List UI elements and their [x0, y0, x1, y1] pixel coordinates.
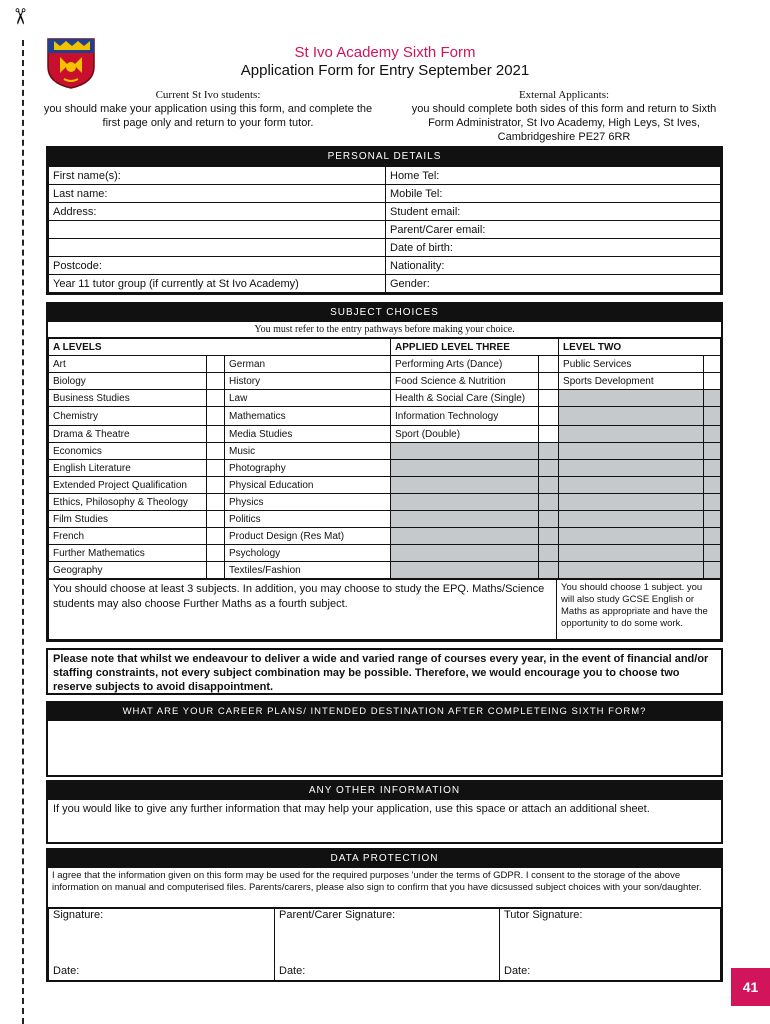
level-two-choice-box	[704, 477, 721, 494]
page-number: 41	[731, 968, 770, 1006]
subject-row	[49, 356, 721, 373]
applied-choice-box	[539, 494, 559, 511]
personal-details-row	[49, 167, 721, 185]
career-plans-field[interactable]	[48, 721, 721, 775]
level-two-empty	[559, 443, 704, 460]
subject-row	[49, 562, 721, 579]
a-level-subject: Business Studies	[49, 390, 207, 407]
a-level-choice-box[interactable]	[207, 356, 225, 373]
a-level-choice-box[interactable]	[207, 373, 225, 390]
a-level-subject: Film Studies	[49, 511, 207, 528]
a-level-choice-box[interactable]	[207, 426, 225, 443]
level-two-choice-box	[704, 494, 721, 511]
applied-empty	[391, 443, 539, 460]
tutor-signature-box[interactable]	[500, 909, 721, 981]
subject-row	[49, 460, 721, 477]
tutor-date-label: Date:	[504, 965, 531, 977]
level-two-empty	[559, 562, 704, 579]
student-signature-label: Signature:	[53, 909, 104, 921]
applied-choice-box	[539, 477, 559, 494]
applied-subject: Sport (Double)	[391, 426, 539, 443]
applied-subject: Health & Social Care (Single)	[391, 390, 539, 407]
career-plans-section	[46, 701, 723, 777]
a-level-choice-box[interactable]	[207, 407, 225, 426]
applied-empty	[391, 545, 539, 562]
a-level-subject: French	[49, 528, 207, 545]
parent-date-label: Date:	[279, 965, 306, 977]
personal-field-right[interactable]: Gender:	[386, 275, 721, 293]
intro-current-heading: Current St Ivo students:	[155, 89, 261, 101]
personal-field-right[interactable]: Home Tel:	[386, 167, 721, 185]
subject-row	[49, 494, 721, 511]
applied-level-three-header: APPLIED LEVEL THREE	[391, 339, 559, 356]
subject-choices-section	[46, 302, 723, 642]
subject-row	[49, 545, 721, 562]
other-information-section	[46, 780, 723, 844]
level-two-choice-box	[704, 528, 721, 545]
level-two-empty	[559, 407, 704, 426]
personal-details-row	[49, 185, 721, 203]
applied-choice-box	[539, 545, 559, 562]
personal-field-right[interactable]: Nationality:	[386, 257, 721, 275]
a-level-subject: Photography	[225, 460, 391, 477]
subject-choices-note: You must refer to the entry pathways before making your choice.	[48, 322, 721, 338]
reserve-subjects-warning: Please note that whilst we endeavour to deliver a wide and varied range of courses every year, in the event of financial and/or staffing constraints, not every subject combination may be possible. Therefore, we would encourage you to choose two reserve subjects to avoid disappointment.	[46, 648, 723, 695]
a-level-subject: Law	[225, 390, 391, 407]
level-two-choice-box	[704, 511, 721, 528]
a-level-subject: Physics	[225, 494, 391, 511]
student-date-label: Date:	[53, 965, 80, 977]
intro-external-heading: External Applicants:	[518, 89, 610, 101]
level-two-header: LEVEL TWO	[559, 339, 721, 356]
scissors-icon: ✂	[6, 7, 32, 26]
applied-choice-box[interactable]	[539, 373, 559, 390]
level-two-choice-box	[704, 390, 721, 407]
parent-signature-label: Parent/Carer Signature:	[279, 909, 396, 921]
subject-row	[49, 528, 721, 545]
applied-subject: Information Technology	[391, 407, 539, 426]
level-two-empty	[559, 426, 704, 443]
level-two-empty	[559, 545, 704, 562]
a-level-choice-box[interactable]	[207, 528, 225, 545]
a-level-subject: Geography	[49, 562, 207, 579]
a-level-subject: Further Mathematics	[49, 545, 207, 562]
intro-external-text: you should complete both sides of this form and return to Sixth Form Administrator, St Ivo Academy, High Leys, St Ives, Cambridgeshire PE27 6RR	[411, 103, 717, 143]
a-level-subject: Physical Education	[225, 477, 391, 494]
subject-row	[49, 426, 721, 443]
personal-details-row	[49, 239, 721, 257]
a-level-subject: Mathematics	[225, 407, 391, 426]
level-two-empty	[559, 511, 704, 528]
subject-row	[49, 477, 721, 494]
personal-field-left[interactable]: Address:	[49, 203, 386, 221]
other-information-text: If you would like to give any further information that may help your application, use this space or attach an additional sheet.	[53, 803, 650, 815]
data-protection-text: I agree that the information given on this form may be used for the required purposes 'under the terms of GDPR. I consent to the storage of the above information on manual and computerised files. Parents/carers, please also sign to confirm that you have dicsussed subject choices with your son/daughter.	[48, 868, 721, 908]
applied-choice-box	[539, 460, 559, 477]
tutor-signature-label: Tutor Signature:	[504, 909, 583, 921]
data-protection-title: DATA PROTECTION	[48, 850, 721, 868]
applied-empty	[391, 528, 539, 545]
personal-details-title: PERSONAL DETAILS	[48, 148, 721, 166]
personal-field-left[interactable]: Last name:	[49, 185, 386, 203]
a-level-choice-box[interactable]	[207, 545, 225, 562]
level-two-choice-box	[704, 407, 721, 426]
personal-details-row	[49, 275, 721, 293]
level-two-subject: Sports Development	[559, 373, 704, 390]
cut-line	[22, 40, 24, 1024]
level-two-choice-box	[704, 562, 721, 579]
other-information-title: ANY OTHER INFORMATION	[48, 782, 721, 800]
personal-field-left[interactable]: Postcode:	[49, 257, 386, 275]
subject-row	[49, 511, 721, 528]
applied-choice-box	[539, 562, 559, 579]
level-two-choice-box	[704, 460, 721, 477]
personal-details-row	[49, 203, 721, 221]
applied-choice-box[interactable]	[539, 390, 559, 407]
applied-subject: Food Science & Nutrition	[391, 373, 539, 390]
personal-field-left[interactable]	[49, 239, 386, 257]
parent-signature-box[interactable]	[275, 909, 500, 981]
a-level-choice-box[interactable]	[207, 511, 225, 528]
applied-choice-box	[539, 443, 559, 460]
a-level-subject: Media Studies	[225, 426, 391, 443]
personal-details-table	[48, 166, 721, 293]
applied-empty	[391, 477, 539, 494]
a-level-subject: English Literature	[49, 460, 207, 477]
a-level-subject: Music	[225, 443, 391, 460]
a-level-subject: Product Design (Res Mat)	[225, 528, 391, 545]
a-level-choice-box[interactable]	[207, 443, 225, 460]
level-two-empty	[559, 460, 704, 477]
a-level-guidance: You should choose at least 3 subjects. In addition, you may choose to study the EPQ. Maths/Science students may also choose Further Maths as a fourth subject.	[49, 580, 557, 640]
student-signature-box[interactable]	[49, 909, 275, 981]
applied-choice-box[interactable]	[539, 407, 559, 426]
applied-subject: Performing Arts (Dance)	[391, 356, 539, 373]
personal-field-left[interactable]: Year 11 tutor group (if currently at St Ivo Academy)	[49, 275, 386, 293]
applied-empty	[391, 562, 539, 579]
a-level-choice-box[interactable]	[207, 460, 225, 477]
level-two-choice-box	[704, 545, 721, 562]
personal-field-right[interactable]: Date of birth:	[386, 239, 721, 257]
a-level-subject: History	[225, 373, 391, 390]
intro-external	[405, 88, 723, 144]
personal-field-right[interactable]: Parent/Carer email:	[386, 221, 721, 239]
form-title: Application Form for Entry September 2021	[240, 62, 530, 79]
school-name: St Ivo Academy Sixth Form	[294, 44, 476, 61]
a-level-subject: Drama & Theatre	[49, 426, 207, 443]
subject-row	[49, 373, 721, 390]
level-two-subject: Public Services	[559, 356, 704, 373]
subject-row	[49, 390, 721, 407]
personal-details-row	[49, 257, 721, 275]
a-level-subject: Ethics, Philosophy & Theology	[49, 494, 207, 511]
subject-choices-table	[48, 338, 721, 579]
a-level-subject: Politics	[225, 511, 391, 528]
level-two-guidance: You should choose 1 subject. you will also study GCSE English or Maths as appropriate and have the opportunity to do some work.	[557, 580, 721, 640]
a-level-choice-box[interactable]	[207, 390, 225, 407]
a-level-subject: Economics	[49, 443, 207, 460]
intro-current-text: you should make your application using this form, and complete the first page only and return to your form tutor.	[43, 103, 373, 129]
applied-choice-box	[539, 528, 559, 545]
level-two-choice-box[interactable]	[704, 373, 721, 390]
data-protection-section	[46, 848, 723, 982]
applied-choice-box	[539, 511, 559, 528]
intro-current	[40, 88, 376, 130]
personal-field-left[interactable]	[49, 221, 386, 239]
a-level-subject: German	[225, 356, 391, 373]
subject-choices-title: SUBJECT CHOICES	[48, 304, 721, 322]
personal-details-section	[46, 146, 723, 295]
a-level-subject: Extended Project Qualification	[49, 477, 207, 494]
subject-row	[49, 407, 721, 426]
applied-choice-box[interactable]	[539, 356, 559, 373]
subject-choices-footer	[48, 579, 721, 640]
a-level-choice-box[interactable]	[207, 494, 225, 511]
applied-choice-box[interactable]	[539, 426, 559, 443]
personal-field-right[interactable]: Mobile Tel:	[386, 185, 721, 203]
level-two-empty	[559, 528, 704, 545]
personal-field-right[interactable]: Student email:	[386, 203, 721, 221]
a-level-choice-box[interactable]	[207, 562, 225, 579]
a-level-subject: Textiles/Fashion	[225, 562, 391, 579]
level-two-empty	[559, 390, 704, 407]
applied-empty	[391, 494, 539, 511]
a-level-choice-box[interactable]	[207, 477, 225, 494]
level-two-choice-box	[704, 426, 721, 443]
personal-details-row	[49, 221, 721, 239]
personal-field-left[interactable]: First name(s):	[49, 167, 386, 185]
other-information-field[interactable]	[48, 800, 721, 842]
a-level-subject: Psychology	[225, 545, 391, 562]
applied-empty	[391, 511, 539, 528]
a-level-subject: Biology	[49, 373, 207, 390]
level-two-empty	[559, 494, 704, 511]
a-level-subject: Chemistry	[49, 407, 207, 426]
a-levels-header: A LEVELS	[49, 339, 391, 356]
level-two-empty	[559, 477, 704, 494]
level-two-choice-box	[704, 443, 721, 460]
applied-empty	[391, 460, 539, 477]
a-level-subject: Art	[49, 356, 207, 373]
signature-table	[48, 908, 721, 981]
career-plans-title: WHAT ARE YOUR CAREER PLANS/ INTENDED DESTINATION AFTER COMPLETEING SIXTH FORM?	[48, 703, 721, 721]
level-two-choice-box[interactable]	[704, 356, 721, 373]
subject-row	[49, 443, 721, 460]
